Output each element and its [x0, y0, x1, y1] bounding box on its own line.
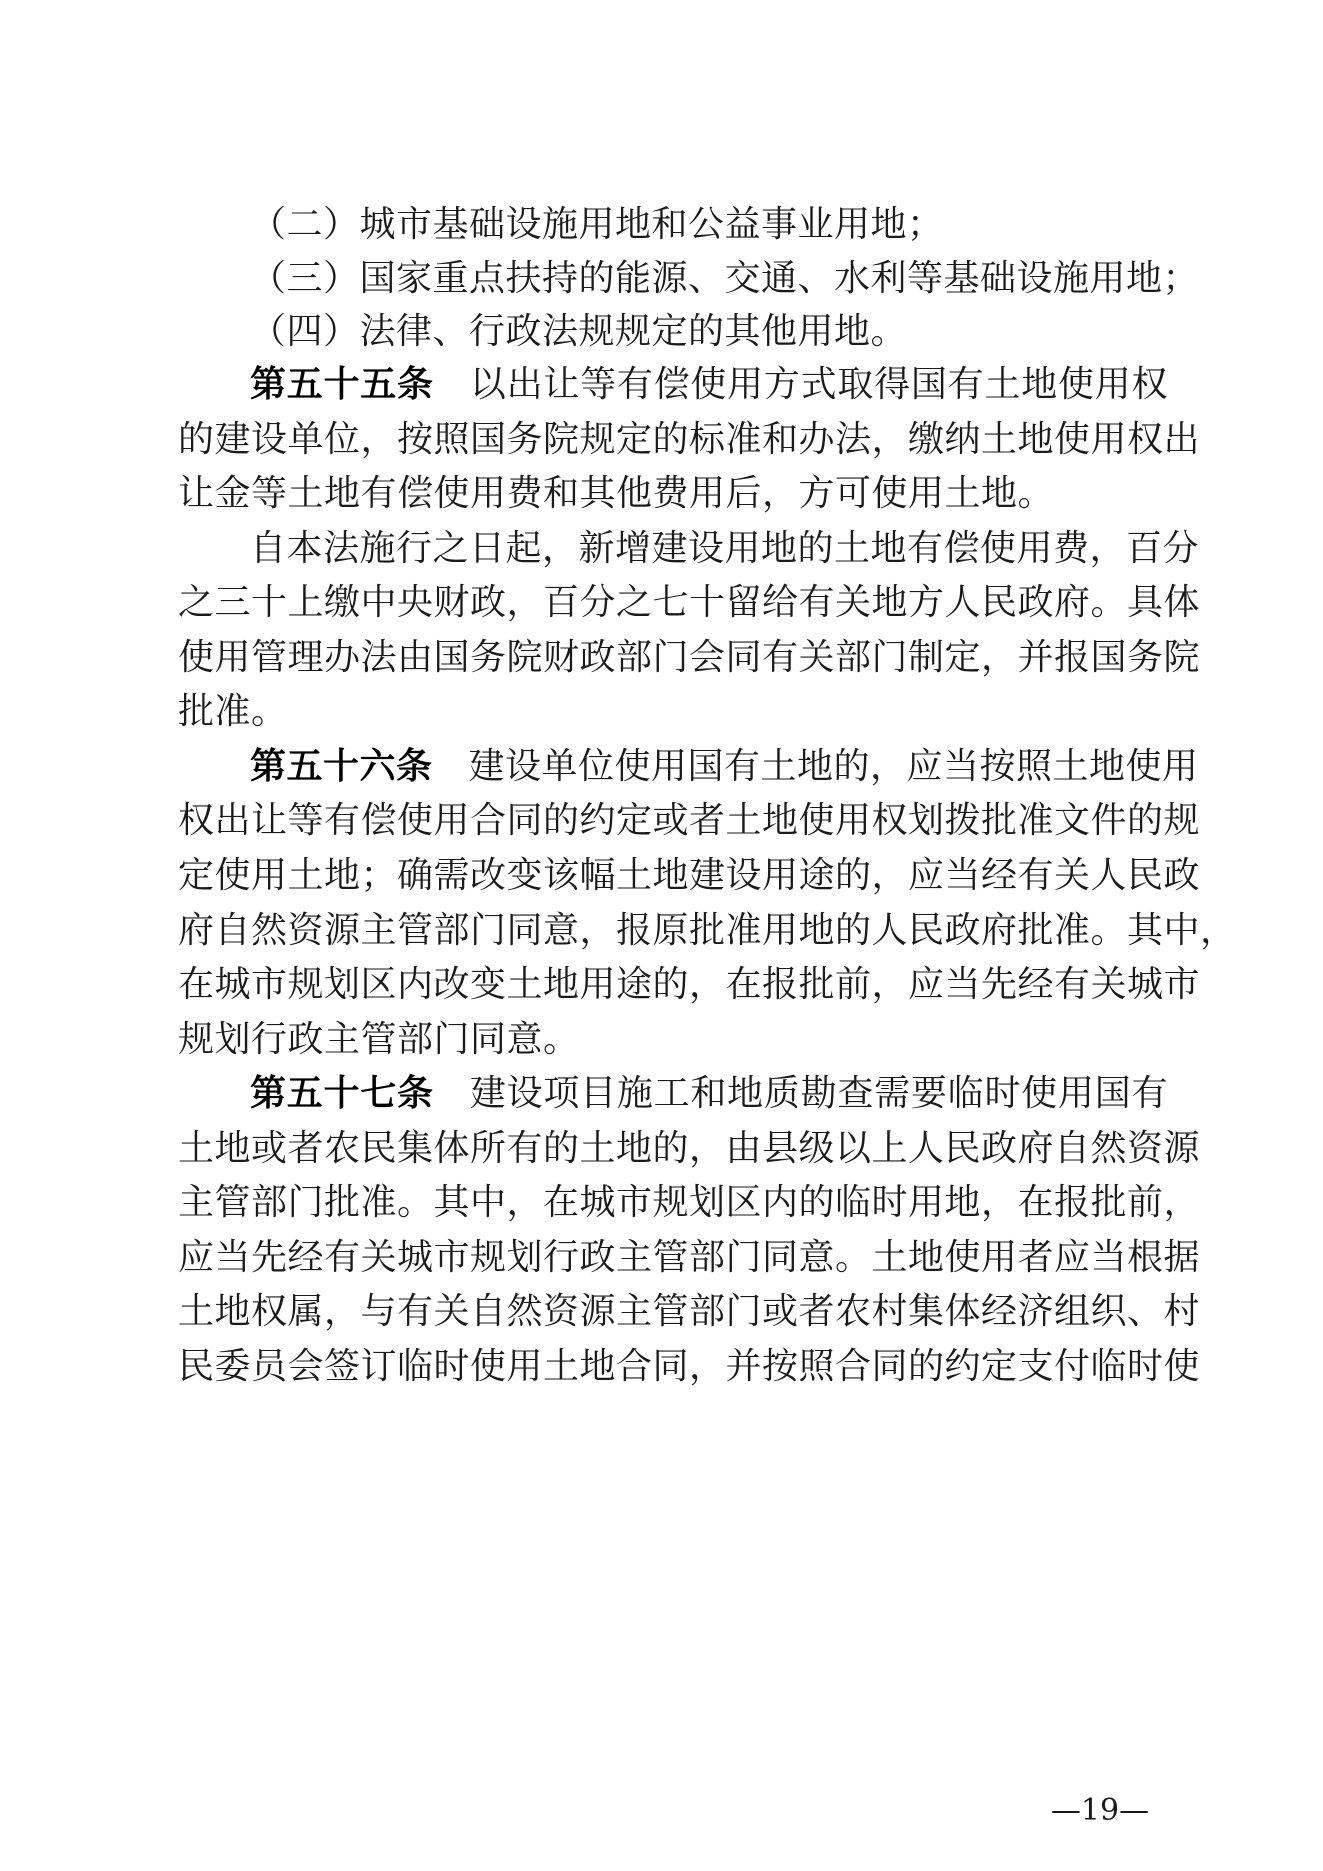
article-55-line: 的建设单位，按照国务院规定的标准和办法，缴纳土地使用权出	[178, 419, 1201, 460]
article-57-line: 土地或者农民集体所有的土地的，由县级以上人民政府自然资源	[178, 1128, 1201, 1169]
article-55-line: 让金等土地有偿使用费和其他费用后，方可使用土地。	[178, 473, 1055, 514]
list-item: （二）城市基础设施用地和公益事业用地；	[250, 204, 944, 245]
article-57-line: 主管部门批准。其中，在城市规划区内的临时用地，在报批前，	[178, 1182, 1201, 1223]
article-56-line: 府自然资源主管部门同意，报原批准用地的人民政府批准。其中，	[178, 910, 1237, 951]
article-56-line: 权出让等有偿使用合同的约定或者土地使用权划拨批准文件的规	[178, 800, 1201, 841]
article-55-paragraph-2-line: 自本法施行之日起，新增建设用地的土地有偿使用费，百分	[250, 528, 1200, 569]
article-55-text: 以出让等有偿使用方式取得国有土地使用权	[469, 364, 1168, 405]
article-56-line: 定使用土地；确需改变该幅土地建设用途的，应当经有关人民政	[178, 855, 1201, 896]
article-55-heading: 第五十五条	[250, 364, 434, 405]
article-55-paragraph-2-line: 批准。	[178, 691, 288, 732]
article-55-first-line	[250, 355, 1168, 415]
article-57-line: 应当先经有关城市规划行政主管部门同意。土地使用者应当根据	[178, 1237, 1201, 1278]
article-57-text: 建设项目施工和地质勘查需要临时使用国有	[469, 1073, 1168, 1114]
article-55-paragraph-2-line: 之三十上缴中央财政，百分之七十留给有关地方人民政府。具体	[178, 582, 1201, 623]
article-57-first-line	[250, 1064, 1168, 1124]
article-56-line: 在城市规划区内改变土地用途的，在报批前，应当先经有关城市	[178, 964, 1201, 1005]
article-57-heading: 第五十七条	[250, 1073, 434, 1114]
article-57-line: 民委员会签订临时使用土地合同，并按照合同的约定支付临时使	[178, 1346, 1201, 1387]
list-item: （三）国家重点扶持的能源、交通、水利等基础设施用地；	[250, 258, 1200, 299]
article-56-heading: 第五十六条	[250, 746, 433, 787]
article-55-paragraph-2-line: 使用管理办法由国务院财政部门会同有关部门制定，并报国务院	[178, 637, 1201, 678]
article-57-line: 土地权属，与有关自然资源主管部门或者农村集体经济组织、村	[178, 1291, 1201, 1332]
page-number: —19—	[1050, 1793, 1150, 1828]
article-56-line: 规划行政主管部门同意。	[178, 1019, 580, 1060]
article-56-text: 建设单位使用国有土地的，应当按照土地使用	[468, 746, 1199, 787]
article-56-first-line	[250, 737, 1199, 797]
list-item: （四）法律、行政法规规定的其他用地。	[250, 311, 908, 352]
